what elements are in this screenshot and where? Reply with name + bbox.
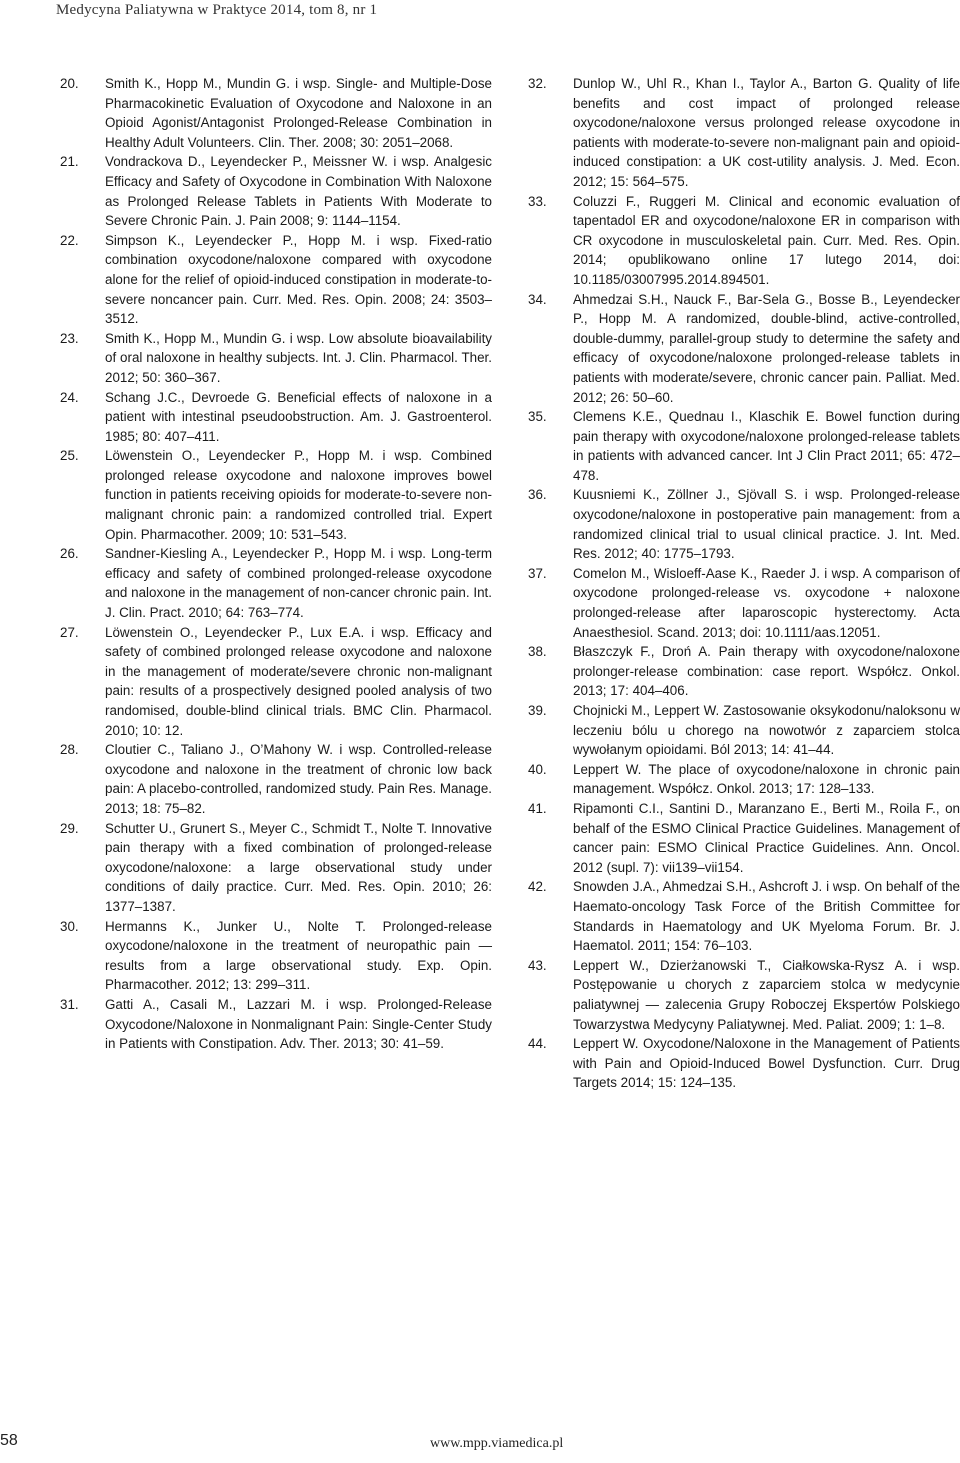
reference-item bbox=[528, 760, 960, 799]
reference-number: 39. bbox=[528, 703, 547, 718]
reference-text: Smith K., Hopp M., Mundin G. i wsp. Single- and Multiple-Dose Pharmacokinetic Evaluation of Oxycodone and Naloxone in an Opioid Agonist/Antagonist Prolonged-Release Combination in Healthy Adult Volunteers. Clin. Ther. 2008; 30: 2051–2068. bbox=[105, 76, 492, 150]
reference-number: 27. bbox=[60, 624, 79, 640]
reference-number: 32. bbox=[528, 76, 547, 91]
reference-item bbox=[60, 544, 492, 622]
reference-text: Ahmedzai S.H., Nauck F., Bar-Sela G., Bosse B., Leyendecker P., Hopp M. A randomized, double-blind, active-controlled, double-dummy, parallel-group study to determine the safety and efficacy of oxycodone/naloxone prolonged-release tablets in patients with moderate/severe, chronic cancer pain. Palliat. Med. 2012; 26: 50–60. bbox=[573, 291, 960, 405]
reference-item bbox=[60, 74, 492, 152]
reference-text: Gatti A., Casali M., Lazzari M. i wsp. Prolonged-Release Oxycodone/Naloxone in Nonmalignant Pain: Single-Center Study in Patients with Constipation. Adv. Ther. 2013; 30: 41–59. bbox=[105, 996, 492, 1052]
reference-text: Cloutier C., Taliano J., O’Mahony W. i wsp. Controlled-release oxycodone and naloxone in the treatment of chronic low back pain: A placebo-controlled, randomized study. Pain Res. Manage. 2013; 18: 75–82. bbox=[105, 742, 492, 816]
reference-item bbox=[60, 446, 492, 544]
reference-item bbox=[60, 623, 492, 741]
reference-text: Ripamonti C.I., Santini D., Maranzano E., Berti M., Roila F., on behalf of the ESMO Clinical Practice Guidelines. Management of cancer pain: ESMO Clinical Practice Guidelines. Ann. Oncol. 2012 (supl. 7): vii139–vii154. bbox=[573, 800, 960, 875]
reference-item bbox=[60, 231, 492, 329]
reference-number: 20. bbox=[60, 76, 79, 91]
reference-number: 33. bbox=[528, 193, 547, 209]
reference-text: Löwenstein O., Leyendecker P., Hopp M. i wsp. Combined prolonged release oxycodone and naloxone improves bowel function in patients receiving opioids for moderate-to-severe non-malignant chronic pain: a randomized controlled trial. Expert Opin. Pharmacother. 2009; 10: 531–543. bbox=[105, 448, 492, 542]
reference-number: 26. bbox=[60, 546, 79, 562]
reference-item bbox=[528, 290, 960, 408]
reference-text: Simpson K., Leyendecker P., Hopp M. i wsp. Fixed-ratio combination oxycodone/naloxone compared with oxycodone alone for the relief of opioid-induced constipation in moderate-to-severe noncancer pain. Curr. Med. Res. Opin. 2008; 24: 3503–3512. bbox=[105, 232, 492, 327]
references-column-right bbox=[528, 74, 960, 1093]
reference-text: Schang J.C., Devroede G. Beneficial effects of naloxone in a patient with intestinal pseudoobstruction. Am. J. Gastroenterol. 1985; 80: 407–411. bbox=[105, 389, 492, 444]
reference-text: Coluzzi F., Ruggeri M. Clinical and economic evaluation of tapentadol ER and oxycodone/naloxone ER in comparison with CR oxycodone in musculoskeletal pain. Curr. Med. Res. Opin. 2014; opublikowano online 17 lutego 2014, doi: 10.1185/03007995.2014.894501. bbox=[573, 193, 960, 287]
reference-item bbox=[60, 740, 492, 818]
reference-text: Comelon M., Wisloeff-Aase K., Raeder J. i wsp. A comparison of oxycodone prolonged-release vs. oxycodone + naloxone prolonged-release after laparoscopic hysterectomy. Acta Anaesthesiol. Scand. 2013; doi: 10.1111/aas.12051. bbox=[573, 565, 960, 640]
reference-number: 44. bbox=[528, 1036, 547, 1052]
reference-text: Chojnicki M., Leppert W. Zastosowanie oksykodonu/naloksonu w leczeniu bólu u chorego na nowotwór z zaparciem stolca wywołanym opioidami. Ból 2013; 14: 41–44. bbox=[573, 703, 960, 758]
reference-number: 21. bbox=[60, 154, 79, 170]
reference-text: Leppert W. Oxycodone/Naloxone in the Management of Patients with Pain and Opioid-Induced Bowel Dysfunction. Curr. Drug Targets 2014; 15: 124–135. bbox=[573, 1036, 960, 1091]
reference-text: Sandner-Kiesling A., Leyendecker P., Hopp M. i wsp. Long-term efficacy and safety of combined prolonged-release oxycodone and naloxone in the management of non-cancer chronic pain. Int. J. Clin. Pract. 2010; 64: 763–774. bbox=[105, 546, 492, 621]
reference-item bbox=[60, 152, 492, 230]
reference-item bbox=[60, 388, 492, 447]
reference-item bbox=[528, 877, 960, 955]
reference-text: Smith K., Hopp M., Mundin G. i wsp. Low absolute bioavailability of oral naloxone in healthy subjects. Int. J. Clin. Pharmacol. Ther. 2012; 50: 360–367. bbox=[105, 330, 492, 385]
reference-text: Clemens K.E., Quednau I., Klaschik E. Bowel function during pain therapy with oxycodone/naloxone prolonged-release tablets in patients with advanced cancer. Int J Clin Pract 2011; 65: 472–478. bbox=[573, 409, 960, 483]
reference-number: 35. bbox=[528, 409, 547, 425]
reference-item bbox=[528, 642, 960, 701]
reference-item bbox=[528, 192, 960, 290]
reference-text: Vondrackova D., Leyendecker P., Meissner W. i wsp. Analgesic Efficacy and Safety of Oxycodone in Combination With Naloxone as Prolonged Release Tablets in Patients With Moderate to Severe Chronic Pain. J. Pain 2008; 9: 1144–1154. bbox=[105, 154, 492, 229]
reference-item bbox=[528, 485, 960, 563]
journal-url[interactable]: www.mpp.viamedica.pl bbox=[430, 1436, 564, 1451]
reference-item bbox=[528, 799, 960, 877]
reference-number: 23. bbox=[60, 330, 79, 346]
reference-number: 41. bbox=[528, 800, 547, 816]
reference-item bbox=[528, 1034, 960, 1093]
reference-text: Leppert W. The place of oxycodone/naloxone in chronic pain management. Współcz. Onkol. 2013; 17: 128–133. bbox=[573, 761, 960, 797]
reference-item bbox=[60, 329, 492, 388]
reference-text: Leppert W., Dzierżanowski T., Ciałkowska-Rysz A. i wsp. Postępowanie u chorych z zaparciem stolca w medycynie paliatywnej — zalecenia Grupy Roboczej Ekspertów Polskiego Towarzystwa Medycyny Paliatywnej. Med. Paliat. 2009; 1: 1–8. bbox=[573, 957, 960, 1032]
reference-text: Schutter U., Grunert S., Meyer C., Schmidt T., Nolte T. Innovative pain therapy with a fixed combination of prolonged-release oxycodone/naloxone: a large observational study under conditions of daily practice. Curr. Med. Res. Opin. 2010; 26: 1377–1387. bbox=[105, 820, 492, 914]
reference-text: Dunlop W., Uhl R., Khan I., Taylor A., Barton G. Quality of life benefits and cost impact of prolonged release oxycodone/naloxone versus prolonged release oxycodone in patients with moderate-to-severe non-malignant pain and opioid-induced constipation: a UK cost-utility analysis. J. Med. Econ. 2012; 15: 564–575. bbox=[573, 76, 960, 189]
page-number: 58 bbox=[0, 1432, 18, 1449]
reference-item bbox=[60, 995, 492, 1054]
running-header: Medycyna Paliatywna w Praktyce 2014, tom 8, nr 1 bbox=[56, 2, 378, 18]
reference-item bbox=[528, 407, 960, 485]
reference-number: 38. bbox=[528, 644, 547, 660]
reference-number: 30. bbox=[60, 918, 79, 934]
references-column-left bbox=[60, 74, 492, 1054]
reference-text: Kuusniemi K., Zöllner J., Sjövall S. i wsp. Prolonged-release oxycodone/naloxone in postoperative pain management: from a randomized clinical trial to usual clinical practice. J. Int. Med. Res. 2012; 40: 1775–1793. bbox=[573, 487, 960, 562]
reference-text: Snowden J.A., Ahmedzai S.H., Ashcroft J. i wsp. On behalf of the Haemato-oncology Task Force of the British Committee for Standards in Haematology and UK Myeloma Forum. Br. J. Haematol. 2011; 154: 76–103. bbox=[573, 879, 960, 954]
reference-number: 22. bbox=[60, 232, 79, 248]
reference-number: 40. bbox=[528, 761, 547, 777]
reference-number: 29. bbox=[60, 820, 79, 836]
reference-number: 28. bbox=[60, 742, 79, 758]
reference-number: 43. bbox=[528, 957, 547, 973]
reference-number: 37. bbox=[528, 565, 547, 581]
reference-number: 34. bbox=[528, 291, 547, 307]
reference-item bbox=[528, 701, 960, 760]
reference-number: 31. bbox=[60, 996, 79, 1012]
reference-number: 42. bbox=[528, 879, 547, 895]
reference-item bbox=[60, 917, 492, 995]
reference-number: 36. bbox=[528, 487, 547, 503]
reference-text: Löwenstein O., Leyendecker P., Lux E.A. i wsp. Efficacy and safety of combined prolonged release oxycodone and naloxone in the management of moderate/severe chronic non-malignant pain: results of a prospectively designed pooled analysis of two randomised, double-blind clinical trials. BMC Clin. Pharmacol. 2010; 10: 12. bbox=[105, 624, 492, 738]
reference-item bbox=[528, 74, 960, 192]
reference-item bbox=[528, 564, 960, 642]
reference-text: Hermanns K., Junker U., Nolte T. Prolonged-release oxycodone/naloxone in the treatment of neuropathic pain — results from a large observational study. Exp. Opin. Pharmacother. 2012; 13: 299–311. bbox=[105, 918, 492, 993]
reference-item bbox=[60, 819, 492, 917]
reference-text: Błaszczyk F., Droń A. Pain therapy with oxycodone/naloxone prolonger-release combination: case report. Współcz. Onkol. 2013; 17: 404–406. bbox=[573, 644, 960, 699]
reference-number: 25. bbox=[60, 448, 79, 464]
reference-number: 24. bbox=[60, 389, 79, 405]
reference-item bbox=[528, 956, 960, 1034]
